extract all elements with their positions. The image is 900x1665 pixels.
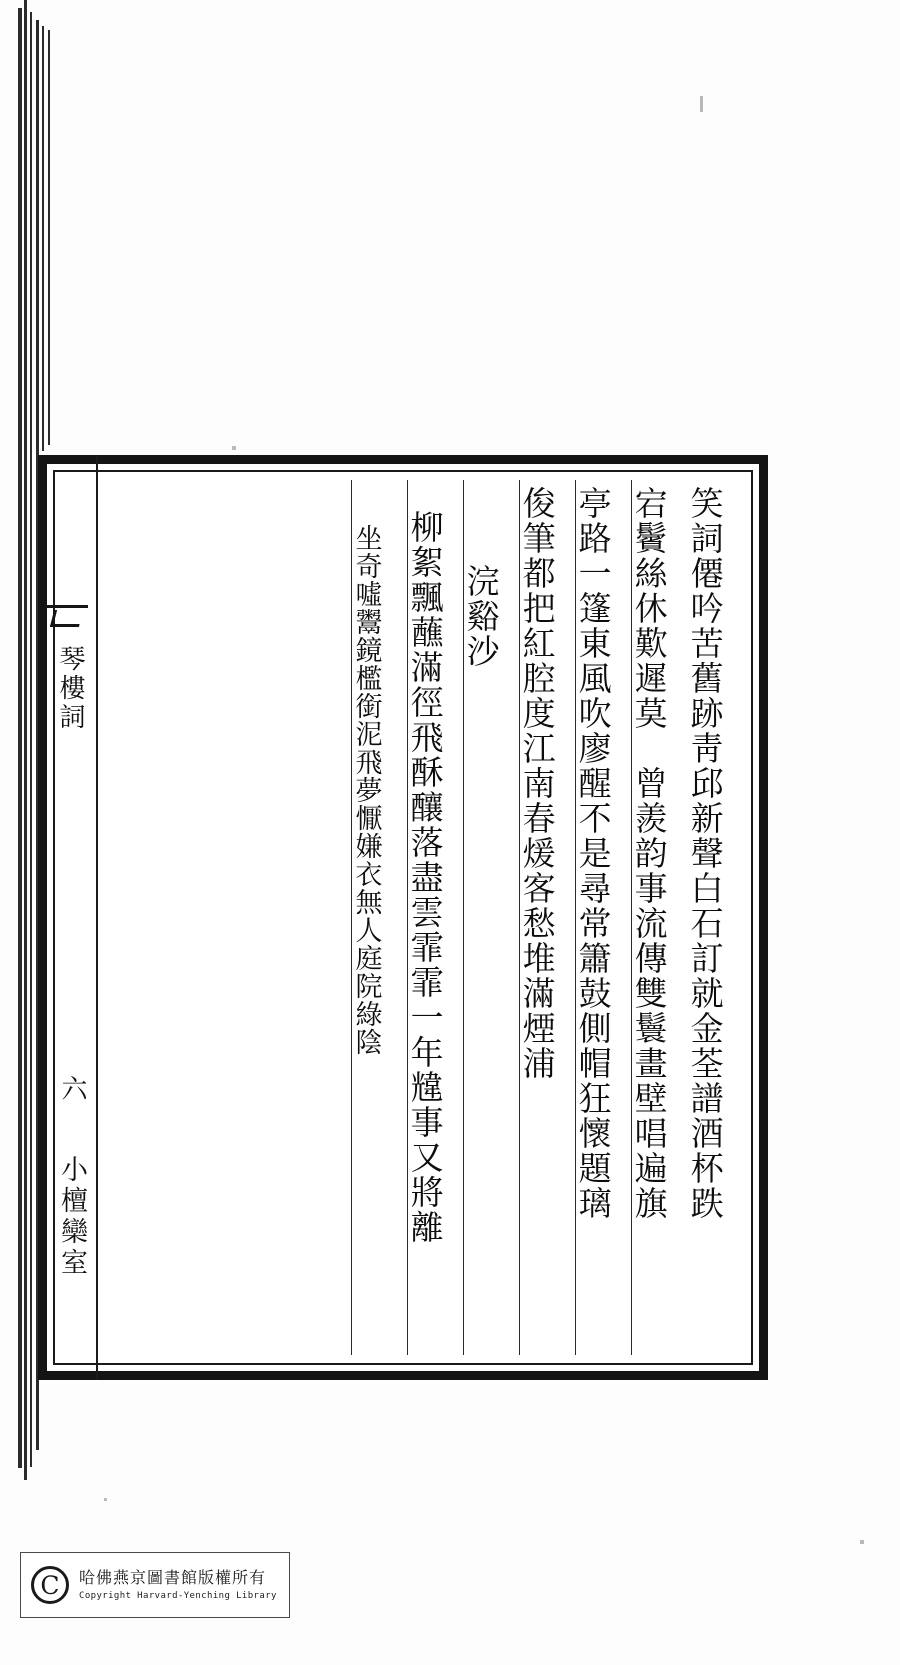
spine-rule <box>96 455 98 1380</box>
stamp-text-cjk: 哈佛燕京圖書館版權所有 <box>79 1568 267 1587</box>
copyright-icon: C <box>31 1566 69 1604</box>
scan-edge-streak <box>30 12 32 1467</box>
poem-title: 浣谿沙 <box>461 564 501 669</box>
publisher-imprint: 小檀欒室 <box>56 1155 87 1279</box>
text-columns <box>63 480 743 1355</box>
text-column-poem-title <box>463 480 519 1355</box>
scan-edge-streak <box>24 0 27 1480</box>
column-text: 亭路一篷東風吹廖醒不是尋常簫鼓側帽狂懷題璃 <box>573 486 613 1221</box>
text-column <box>407 480 463 1355</box>
inner-border <box>53 470 753 1365</box>
text-column <box>631 480 687 1355</box>
text-column <box>687 480 743 1355</box>
text-column <box>519 480 575 1355</box>
page-speck <box>232 446 236 450</box>
spine-margin <box>38 455 104 1380</box>
scan-edge-streak <box>48 30 50 445</box>
column-text: 柳絮飄蘸滿徑飛酥釀落盡雲霏霏一年韑事又將離 <box>405 510 445 1245</box>
column-text: 笑詞僊吟苦舊跡靑邱新聲白石訂就金荃譜酒杯跌 <box>685 486 725 1221</box>
library-copyright-stamp <box>20 1552 290 1618</box>
fishtail-mark <box>44 605 88 638</box>
scan-edge-streak <box>42 26 44 451</box>
text-column <box>575 480 631 1355</box>
text-column <box>351 480 407 1355</box>
page-number: 六 <box>57 1075 87 1104</box>
page-speck <box>860 1540 864 1544</box>
spine-title: 琴樓詞 <box>55 645 85 732</box>
scan-edge-streak <box>18 8 22 1468</box>
column-text: 宕鬢絲休歎遲莫 曾羨韵事流傳雙鬟畫壁唱遍旗 <box>629 486 669 1221</box>
printed-text-block <box>38 455 768 1380</box>
column-text: 坐奇噓鬻鏡檻銜泥飛夢懨嫌衣無人庭院綠陰 <box>350 524 382 1056</box>
page-speck <box>104 1498 107 1501</box>
stamp-text-english: Copyright Harvard-Yenching Library <box>79 1591 277 1601</box>
page-speck <box>700 96 703 112</box>
column-text: 俊筆都把紅腔度江南春煖客愁堆滿煙浦 <box>517 486 557 1081</box>
